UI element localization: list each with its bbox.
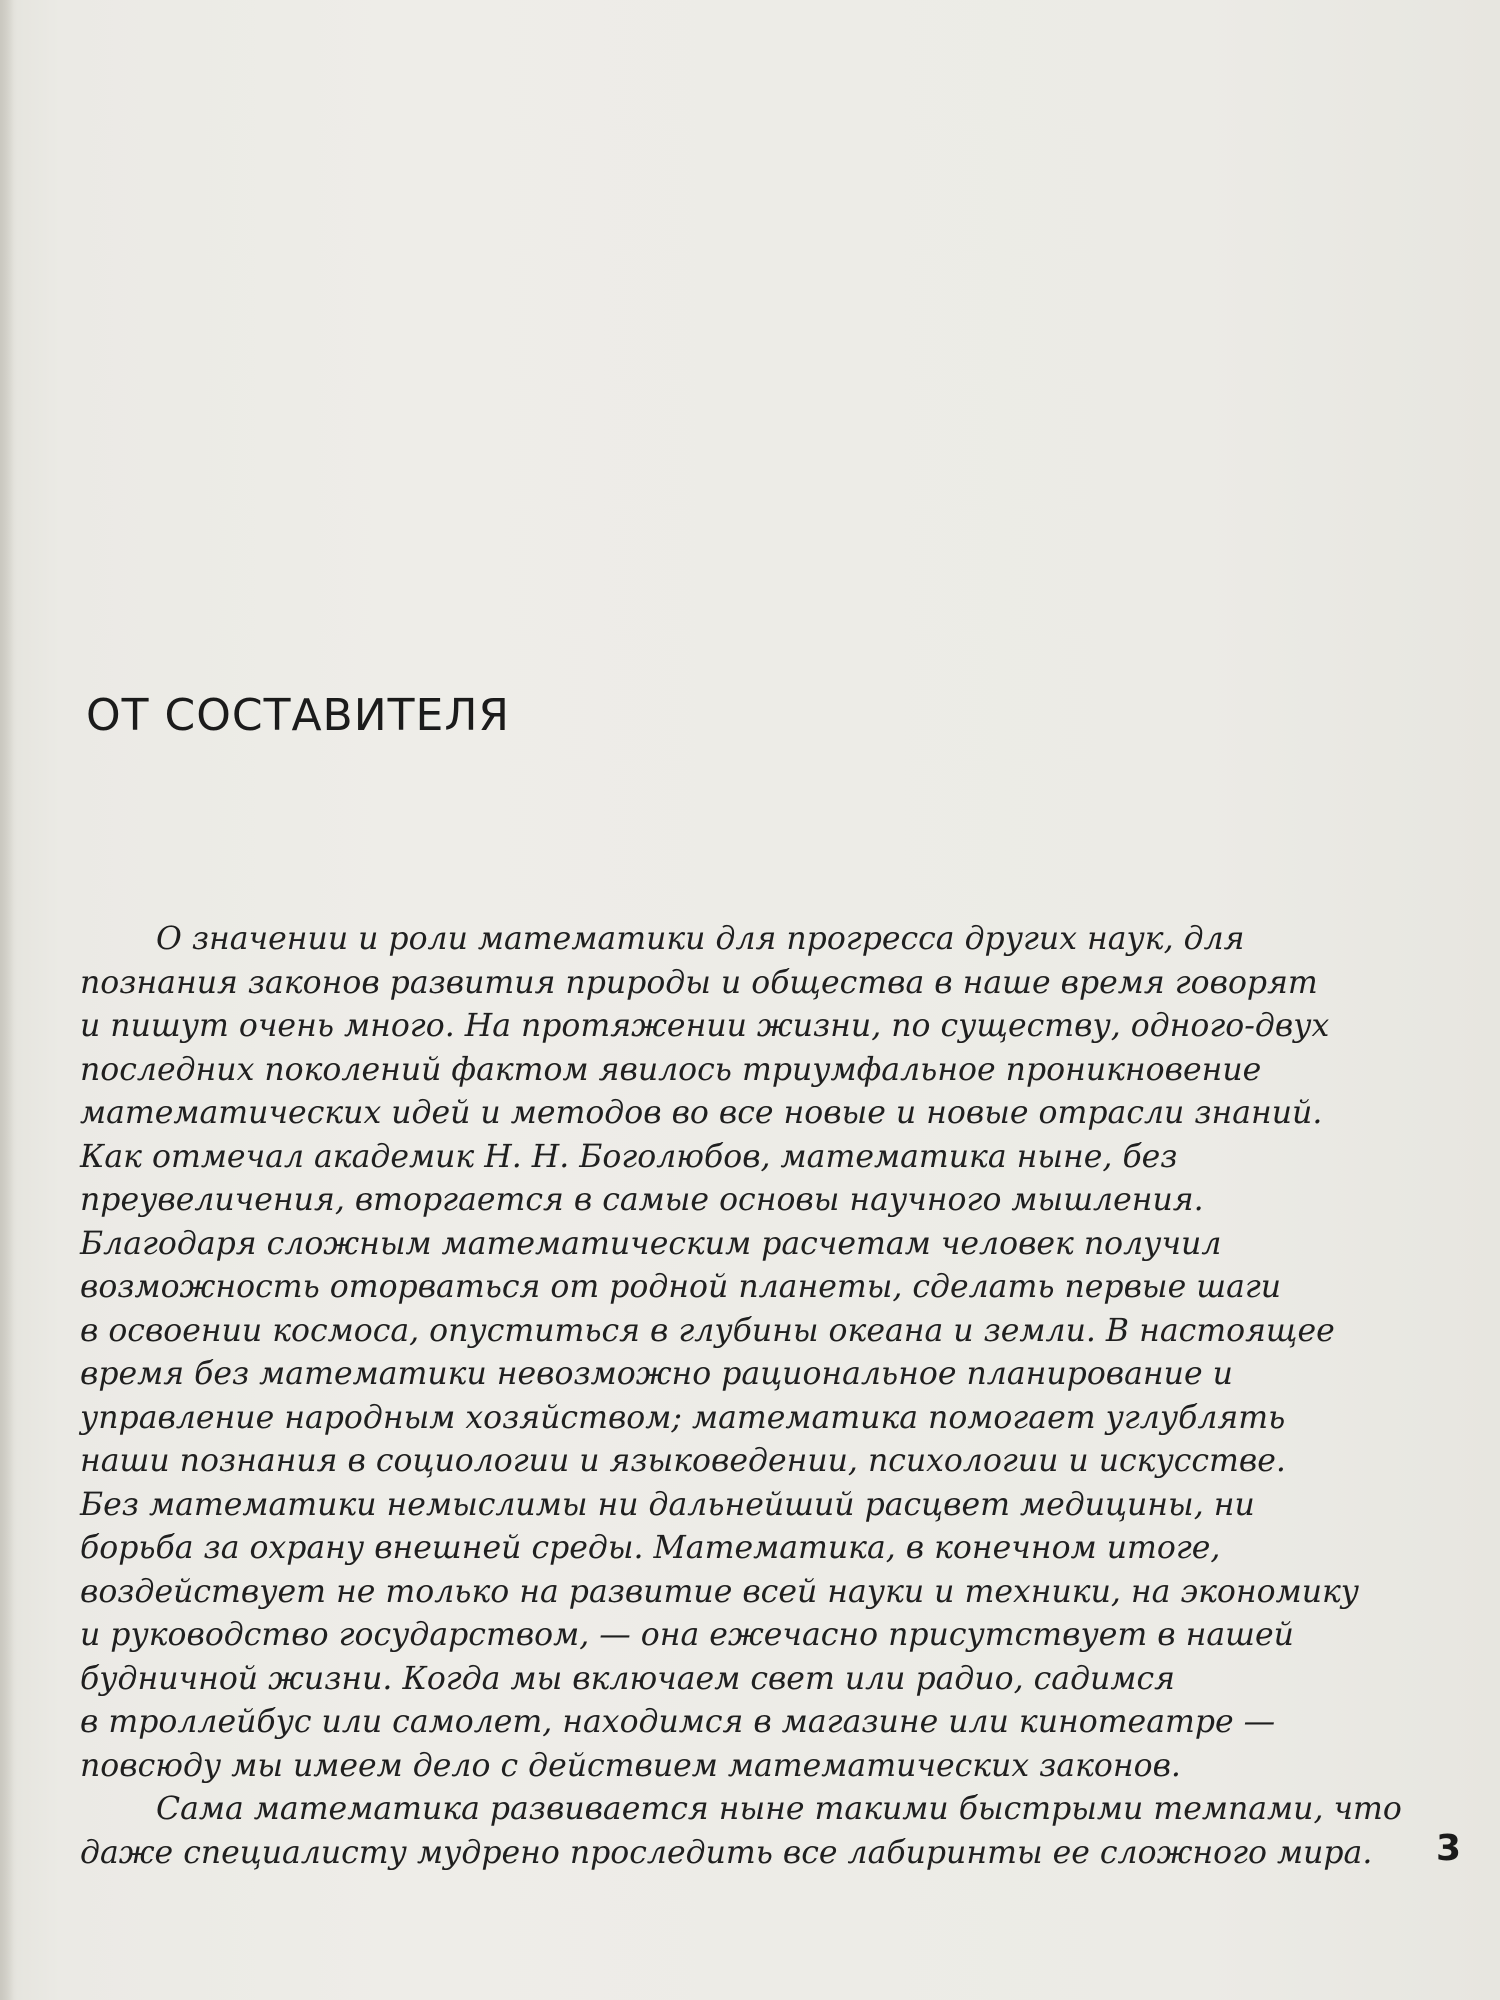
text-line: управление народным хозяйством; математика помогает углублять (80, 1399, 1286, 1436)
text-line: математических идей и методов во все новые и новые отрасли знаний. (80, 1095, 1323, 1131)
text-line: борьба за охрану внешней среды. Математика, в конечном итоге, (80, 1530, 1221, 1566)
text-line: даже специалисту мудрено проследить все лабиринты ее сложного мира. (80, 1834, 1373, 1871)
text-line: в троллейбус или самолет, находимся в магазине или кинотеатре — (80, 1704, 1276, 1740)
text-line: воздействует не только на развитие всей науки и техники, на экономику (80, 1573, 1360, 1610)
body-text (80, 918, 1465, 1875)
text-line: последних поколений фактом явилось триумфальное проникновение (80, 1051, 1262, 1088)
text-line: наши познания в социологии и языковедении, психологии и искусстве. (80, 1443, 1286, 1479)
text-line: преувеличения, вторгается в самые основы научного мышления. (80, 1182, 1204, 1218)
text-line: повсюду мы имеем дело с действием математических законов. (80, 1747, 1181, 1784)
text-line: будничной жизни. Когда мы включаем свет или радио, садимся (80, 1660, 1175, 1697)
text-line: в освоении космоса, опуститься в глубины океана и земли. В настоящее (80, 1312, 1335, 1349)
page-edge-shadow (0, 0, 14, 2000)
text-line: и руководство государством, — она ежечасно присутствует в нашей (80, 1617, 1294, 1653)
text-line: Сама математика развивается ныне такими быстрыми темпами, что (156, 1791, 1402, 1827)
text-line: Без математики немыслимы ни дальнейший расцвет медицины, ни (80, 1486, 1255, 1523)
text-line: Благодаря сложным математическим расчетам человек получил (80, 1225, 1222, 1262)
page-heading: ОТ СОСТАВИТЕЛЯ (86, 690, 510, 741)
text-line: О значении и роли математики для прогресса других наук, для (156, 921, 1245, 957)
page-number: 3 (1436, 1828, 1462, 1869)
text-line: и пишут очень много. На протяжении жизни, по существу, одного-двух (80, 1008, 1330, 1044)
text-line: Как отмечал академик Н. Н. Боголюбов, математика ныне, без (80, 1138, 1178, 1175)
text-line: познания законов развития природы и общества в наше время говорят (80, 964, 1318, 1001)
text-line: время без математики невозможно рациональное планирование и (80, 1356, 1233, 1392)
text-line: возможность оторваться от родной планеты, сделать первые шаги (80, 1269, 1282, 1305)
